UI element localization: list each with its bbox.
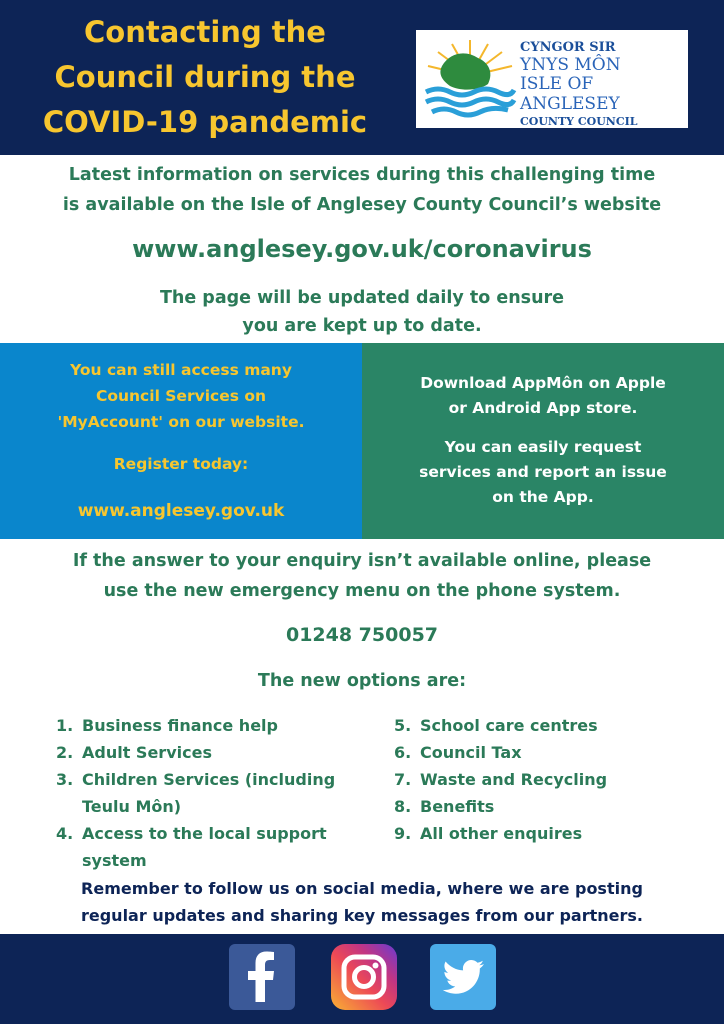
page-title — [20, 10, 390, 145]
item-label-cont: system — [82, 851, 147, 870]
twitter-icon[interactable] — [430, 944, 496, 1010]
anglesey-url-link[interactable]: www.anglesey.gov.uk — [77, 501, 285, 521]
social-media-text — [0, 875, 724, 929]
myaccount-text — [0, 357, 362, 435]
panel-line: Council Services on — [95, 387, 267, 405]
enquiry-text — [0, 546, 724, 606]
title-line: COVID-19 pandemic — [42, 105, 368, 139]
list-item — [56, 739, 376, 766]
coronavirus-url-link[interactable]: www.anglesey.gov.uk/coronavirus — [132, 235, 592, 263]
appmon-download-text — [362, 371, 724, 421]
header-banner — [0, 0, 724, 155]
intro-line: is available on the Isle of Anglesey County Council’s website — [62, 195, 662, 215]
myaccount-panel — [0, 343, 362, 539]
item-number: 4. — [56, 824, 74, 843]
list-item — [56, 712, 376, 739]
logo-line: ISLE OF ANGLESEY — [520, 74, 620, 114]
options-list-left — [56, 712, 376, 874]
appmon-panel — [362, 343, 724, 539]
social-line: Remember to follow us on social media, where we are posting — [81, 879, 643, 898]
title-line: Council during the — [54, 60, 356, 94]
enquiry-line: use the new emergency menu on the phone system. — [103, 581, 621, 601]
item-label: Children Services (including — [82, 770, 336, 789]
phone-number[interactable]: 01248 750057 — [285, 624, 439, 646]
item-number: 6. — [394, 743, 412, 762]
item-number: 8. — [394, 797, 412, 816]
intro-line: Latest information on services during this challenging time — [68, 165, 656, 185]
item-label-cont: Teulu Môn) — [82, 797, 182, 816]
social-footer — [0, 934, 724, 1024]
list-item — [394, 793, 714, 820]
instagram-glyph-icon — [331, 944, 397, 1010]
item-label: School care centres — [420, 716, 598, 735]
item-label: Waste and Recycling — [420, 770, 608, 789]
options-list-right — [394, 712, 714, 847]
item-number: 7. — [394, 770, 412, 789]
list-item — [394, 712, 714, 739]
item-number: 2. — [56, 743, 74, 762]
list-item — [56, 766, 376, 820]
panel-line: You can still access many — [70, 361, 292, 379]
facebook-icon[interactable] — [229, 944, 295, 1010]
appmon-request-text — [362, 435, 724, 510]
panel-line: on the App. — [492, 488, 594, 506]
options-heading: The new options are: — [257, 671, 467, 691]
item-label: Council Tax — [420, 743, 522, 762]
anglesey-emblem-icon — [422, 36, 518, 122]
panel-line: services and report an issue — [419, 463, 667, 481]
item-number: 9. — [394, 824, 412, 843]
item-number: 5. — [394, 716, 412, 735]
item-number: 1. — [56, 716, 74, 735]
enquiry-line: If the answer to your enquiry isn’t available online, please — [72, 551, 652, 571]
list-item — [56, 820, 376, 874]
twitter-glyph-icon — [430, 944, 496, 1010]
council-logo — [416, 30, 688, 128]
logo-line: COUNTY COUNCIL — [520, 115, 638, 128]
facebook-glyph-icon — [229, 944, 295, 1010]
instagram-icon[interactable] — [331, 944, 397, 1010]
title-line: Contacting the — [84, 15, 326, 49]
list-item — [394, 766, 714, 793]
item-label: Adult Services — [82, 743, 212, 762]
update-line: you are kept up to date. — [242, 316, 482, 336]
panel-line: or Android App store. — [448, 399, 638, 417]
social-line: regular updates and sharing key messages from our partners. — [80, 906, 643, 925]
panel-line: Download AppMôn on Apple — [420, 374, 666, 392]
item-label: Access to the local support — [82, 824, 327, 843]
panel-line: You can easily request — [444, 438, 642, 456]
update-line: The page will be updated daily to ensure — [159, 288, 565, 308]
logo-line: YNYS MÔN — [520, 55, 621, 75]
intro-text — [0, 160, 724, 220]
update-note — [0, 284, 724, 340]
item-number: 3. — [56, 770, 74, 789]
item-label: All other enquires — [420, 824, 583, 843]
list-item — [394, 820, 714, 847]
register-label: Register today: — [113, 455, 249, 473]
panel-line: 'MyAccount' on our website. — [57, 413, 305, 431]
item-label: Benefits — [420, 797, 495, 816]
item-label: Business finance help — [82, 716, 278, 735]
list-item — [394, 739, 714, 766]
logo-line: CYNGOR SIR — [520, 40, 616, 55]
logo-wordmark — [520, 40, 688, 130]
